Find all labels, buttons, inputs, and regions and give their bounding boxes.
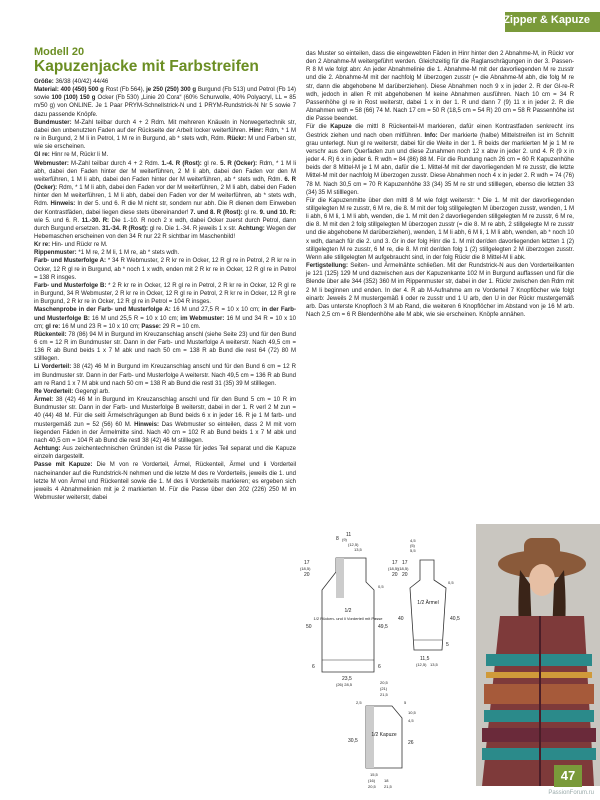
text-run: Hinr re M, Rückr li M.: [49, 152, 109, 159]
bold-term: Bundmuster:: [34, 119, 72, 126]
bold-term: 9. und 10. R:: [259, 209, 297, 216]
text-run: gl re.: [201, 160, 221, 167]
back-label: 1/2 Rücken- und li Vorderteil mit Passe: [313, 616, 383, 621]
back-label-line1: 1/2: [344, 608, 352, 614]
bold-term: Hinweis:: [50, 201, 76, 208]
text-run: 38 (42) 46 M in Burgund im Kreuzanschlag anschl und für den Bund 6 cm = 12 R im Bundmuster str. Dann in der Farb- und Musterfolge A weiterstr. Nach 49,5 cm = 136 R ab Bund am re Rand 1 x 7 M abk und nach 50 cm = 138 R ab Bund die restl 31 (35) 39 M stilllegen.: [34, 364, 296, 387]
paragraph: [34, 363, 296, 387]
paragraph: [34, 86, 296, 119]
schematic-svg: [296, 532, 472, 790]
m-11b: (9): [342, 537, 347, 542]
page-number: 47: [554, 765, 582, 787]
bold-term: 6. R (Ocker):: [34, 176, 296, 192]
paragraph: [306, 50, 574, 123]
bold-term: Kr re:: [34, 242, 51, 249]
bold-term: 5. R (Ocker):: [220, 160, 258, 167]
text-run: Rdm, * 1 M li abh, dabei den Faden vor der M weiterführen, 2 M li abh, dabei den Faden hinter den M weiterführen, 1 M li abh, dabei den Faden vor der M weiterführen, ab * stets wdh, Rdm.: [34, 185, 296, 208]
watermark-text: PassionForum.ru: [548, 790, 594, 796]
m-265: (26) 28,5: [336, 682, 353, 687]
section-title: Zipper & Kapuze: [503, 14, 590, 26]
m-17: 17: [304, 560, 310, 566]
paragraph: [34, 257, 296, 281]
m-185: (18,5): [300, 566, 311, 571]
m-495: 49,5: [378, 624, 388, 630]
bold-term: Hinweis:: [134, 421, 159, 428]
text-run: 38 (42) 46 M in Burgund im Kreuzanschlag anschl und für den Bund 5 cm = 10 R im Bundmuster str. Dann in der Farb- und Musterfolge B weiterstr, dabei in der 1. R verl 2 M zun = 40 (44) 48 M. Für die seitl Ärmelschrägungen ab Bund beids 6 x in jeder 16. R je 1 M farb- und mustergemäß zun = 52 (56) 60 M.: [34, 397, 296, 428]
paragraph: [34, 461, 296, 502]
m-50: 50: [306, 624, 312, 630]
text-run: 36/38 (40/42) 44/46: [53, 79, 109, 85]
text-run: In der 5. und 6. R die M nicht str, sondern nur abh. Die R dienen dem Einweben der Kontrastfäden, dabei liegen diese stets übereinander!: [34, 201, 296, 216]
s-115c: 13,5: [430, 662, 438, 667]
text-run: Seiten- und Ärmelnähte schließen. Mit der Rundstrick-N aus den Vorderteilkanten je 121 (125) 129 M und dazwischen aus der Kapuzenkante 102 M in Burgund auffassen und für die Blende über alle 344 (352) 360 M im Rippenmuster str, dabei in der 1. Rückr zwischen den Rdm mit 2 M li beginnen und enden. In der 4. R ab M-Aufnahme am re Vorderteil 7 Knopflöcher wie folgt einarb: Jeweils 2 M mustergemäß li oder re zusstr und 1 U arb, den U in der Rückr mustergemäß arb. Das unterste Knopfloch 3 M ab Rand, die weiteren 6 Knopflöcher im Abstand von je 16 M arb. Nach 2,5 cm = 6 R Blendenhöhe alle M abk, wie sie erscheinen. Knöpfe annähen.: [306, 263, 574, 318]
s-115b: (12,5): [416, 662, 427, 667]
bold-term: Kapuze: [330, 124, 352, 131]
text-run: Hin- und Rückr re M.: [50, 242, 108, 249]
h-205: 20,5: [380, 680, 388, 685]
text-run: Das Webmuster so einteilen, dass 2 M mit vorn liegenden Fäden in der Ärmelmitte sind. Nach 40 cm = 102 R ab Bund beids 1 x 7 M abk und nach 40,5 cm = 104 R ab Bund die restl 38 (42) 46 M stilllegen.: [34, 421, 296, 444]
paragraph: [34, 241, 296, 249]
h-18: 18: [384, 778, 389, 783]
text-run: 78 (86) 94 M in Burgund im Kreuzanschlag anschl (siehe Seite 23) und für den Bund 6 cm = 12 R im Bundmuster str. Dann in der Farb- und Musterfolge A weiterstr. Nach 49,5 cm = 136 R ab Bund beids 1 x 7 M abk und nach 50 cm = 138 R ab Bund die rest 64 (72) 80 M stilllegen.: [34, 331, 296, 363]
paragraph: [34, 331, 296, 364]
text-run: 16 M und 25,5 R = 10 x 10 cm;: [89, 315, 181, 322]
m-11d: 13,5: [354, 547, 362, 552]
s-185: (18,5): [398, 566, 409, 571]
model-number: Modell 20: [34, 46, 85, 58]
m-20: 20: [304, 572, 310, 578]
instructions-right-column: [306, 50, 574, 319]
m-185-r: (18,5): [388, 566, 399, 571]
m-20-r: 20: [392, 572, 398, 578]
text-run: Die M von re Vorderteil, Ärmel, Rückenteil, Ärmel und li Vorderteil nacheinander auf die Rundstrick-N nehmen und die letzte M des re Vorderteils, jeweils die 1. und letzte M von Ärmel und Rückenteil sowie die 1. M des li Vorderteils markieren; es ergeben sich jeweils 4 Abnahmelinien mit je 2 markierten M. Für die Passe über den 202 (226) 250 M im Webmuster weiterstr, dabei: [34, 462, 297, 501]
paragraph: [34, 78, 296, 86]
bold-term: Passe:: [141, 323, 161, 330]
bold-term: Fertigstellung:: [306, 263, 348, 270]
hood-center-strip: [336, 558, 344, 598]
s-5: (5): [410, 543, 415, 548]
bold-term: 31.-34. R (Rost):: [101, 225, 149, 232]
bold-term: Rückenteil:: [34, 331, 67, 338]
paragraph: [306, 262, 574, 319]
bold-term: 1.-4. R (Rost):: [161, 160, 202, 167]
pattern-schematic: [296, 532, 472, 790]
text-run: Die 1.-10. R noch 2 x wdh, dabei Ocker zuerst durch Petrol, dann durch Burgund ersetzen.: [34, 217, 296, 232]
paragraph: [34, 445, 296, 461]
text-run: Burgund (Fb 513) und Petrol (Fb 14) sowie: [34, 87, 296, 102]
text-run: Der markierte (halbe) Mittelstreifen ist im Schnitt grau unterlegt. Nun gl re weiterstr, dabei für die Weite in der 1. R beids der markierten M je 1 M re verschr aus dem Querfaden zun und diese Zunahmen noch 12 x abw in jeder 2. und 4. R (9 x in jeder 4. R) 6 x in jeder 6. R wdh = 84 (86) 88 M. Für die Rundung nach 26 cm = 60 R Kapuzenhöhe beids der 8 Mittel-M je 1 M abn, dafür die 1. Mittel-M mit der davorliegenden M re zusstr, die letzte Mittel-M mit der nachfolg M überzogen zusstr. Diese Abnahmen noch 4 x in jeder 2. R wdh = 74 (76) 78 M. Nach 30,5 cm = 70 R Kapuzenhöhe 33 (34) 35 M re str und stilllegen, ebenso die letzten 33 (34) 35 M stilllegen.: [306, 132, 574, 196]
paragraph: [34, 388, 296, 396]
bold-term: Ärmel:: [34, 397, 54, 404]
bold-term: Material: 400 (450) 500 g: [34, 87, 104, 94]
bold-term: Maschenprobe in der Farb- und Musterfolge A:: [34, 307, 171, 314]
paragraph: [306, 197, 574, 262]
paragraph: [34, 282, 296, 306]
paragraph: [34, 151, 296, 159]
m-11c: (12,5): [348, 542, 359, 547]
sleeve-label: 1/2 Ärmel: [417, 600, 439, 606]
text-run: Für die Kapuzenmitte über den mittl 8 M wie folgt weiterstr: * Die 1. M mit der davorliegenden stillgelegten M re zusstr, 6 M re, die 8. M mit der folg stillgelegten M überzogen zusstr, wenden, 1 M li abh, 6 M li, 1 M li abh, wenden, die 1. M mit den 2 davorliegenden stillgelegten M re zusstr, 6 M re, die 8. M mit den 2 folg stillgelegten M überzogen zusstr (= die 8. M re abh, 2 stillgelegte M re zusstr und die abgehobene M darüberziehen), wenden, 1 M li abh, 6 M li, 1 M li abh, wenden, ab * noch 10 x wdh, danach für die 2. und 3. Gr in der folg Hinr die 1. M mit der/den davorliegenden letzten 1 (2) stillgelegten M re zusstr, 6 M re, die 8. M mit der/den folg 1 (2) stillgelegten 2 M überzogen zusstr. Wenn alle stillgelegten M aufgebraucht sind, in der folg Rückr die 8 Mittel-M li abk.: [306, 197, 574, 261]
back-piece-shape: [322, 558, 374, 672]
paragraph: [34, 160, 296, 242]
m-17-r: 17: [392, 560, 398, 566]
bold-term: Achtung:: [238, 225, 265, 232]
h-305: 30,5: [348, 738, 358, 744]
bold-term: Größe:: [34, 79, 54, 85]
bold-term: Hinr:: [249, 127, 264, 134]
h-215: 21,5: [380, 692, 388, 697]
paragraph: [34, 306, 296, 330]
h-25: 2,5: [356, 700, 362, 705]
text-run: Wegen der Hebemaschen erscheinen von den 34 R nur 22 R sichtbar im Maschenbild!: [34, 225, 297, 240]
s-20: 20: [402, 572, 408, 578]
model-title: Kapuzenjacke mit Farbstreifen: [34, 58, 259, 75]
bold-term: Re Vorderteil:: [34, 388, 74, 395]
right-body: [306, 50, 574, 319]
text-run: * 34 R Webmuster, 2 R kr re in Ocker, 12 R gl re in Petrol, 2 R kr re in Ocker, 12 R gl re in Burgund, ab * noch 1 x wdh, enden mit 2 R kr re in Ocker, 12 R gl re in Petrol = 138 R insges.: [34, 258, 296, 281]
s-405: 40,5: [450, 616, 460, 622]
text-run: Ocker (Fb 530) „Linie 20 Cora“ (60% Schurwolle, 40% Polyacryl, LL = 85 m/50 g) von ONLINE. Je 1 Paar PRYM-Schnellstrick-N und 1 PRYM-Rundstrick-N Nr 5 sowie 7 dazu passende Knöpfe.: [34, 95, 296, 118]
h-16: (16): [368, 778, 376, 783]
bold-term: je 250 (250) 300 g: [146, 87, 197, 94]
h-5: 5: [404, 700, 407, 705]
bold-term: im Webmuster:: [180, 315, 225, 322]
bold-term: Farb- und Musterfolge B:: [34, 282, 107, 289]
text-run: Rost (Fb 564),: [103, 87, 147, 94]
text-run: das Muster so einteilen, dass die eingewebten Fäden in Hinr hinter den 2 Abnahme-M, in Rückr vor den 2 Abnahme-M weitergeführt werden. Gleichzeitig für die Raglanschrägungen in der 3. Passen-R 8 M wie folgt abn: An jeder Abnahmelinie die 1. Abnahme-M mit der davorliegenden M re zusstr und die 2. Abnahme-M mit der nachfolg M überzogen zusstr (= die Abnahme-M abh, die folg M re str, dann die abgehobene M darüberziehen). Diese Abnahmen noch 9 x in jeder 2. R der Gl-re-R wdh, jedoch in allen R mit abgehobenen M keine Abnahmen ausführen. Nach 10 cm = 34 R Passenhöhe gl re in Rost weiterstr, dabei 1 x in der 1. R und dann 7 (9) 11 x in jeder 2. R die Abnahmen wdh = 58 (66) 74 M. Nach 17 cm = 50 R (18,5 cm = 54 R) 20 cm = 58 R Passenhöhe ist die Passe beendet.: [306, 51, 574, 123]
bold-term: Li Vorderteil:: [34, 364, 72, 371]
text-run: *1 M re, 2 M li, 1 M re, ab * stets wdh.: [76, 250, 180, 257]
m-6-r: 6: [378, 664, 381, 670]
face: [529, 564, 555, 596]
s-5b: 5: [446, 642, 449, 648]
bold-term: gl re:: [45, 323, 61, 330]
paragraph: [34, 249, 296, 257]
text-run: 16 M und 27,5 R = 10 x 10 cm;: [170, 307, 262, 314]
bold-term: 11.-30. R:: [81, 217, 110, 224]
s-55: 5,5: [410, 548, 416, 553]
text-run: 16 M und 23 R = 10 x 10 cm;: [60, 323, 142, 330]
paragraph: [34, 396, 296, 445]
bold-term: Farb- und Musterfolge A:: [34, 258, 107, 265]
bold-term: Info:: [424, 132, 438, 139]
page-header: [0, 0, 600, 34]
s-45: 4,5: [410, 538, 416, 543]
bold-term: 100 (100) 150 g: [51, 95, 96, 102]
paragraph: [34, 119, 296, 152]
text-run: wie 5. und 6. R.: [34, 217, 82, 224]
text-run: 29 R = 10 cm.: [160, 323, 201, 330]
text-run: 16 M und 34 R = 10 x 10 cm;: [34, 315, 296, 330]
bold-term: Gl re:: [34, 152, 50, 159]
text-run: M-Zahl teilbar durch 4 + 2 Rdm. Mit mehreren Knäueln in Norwegertechnik str, dabei den unbenutzten Faden auf der Rückseite der Arbeit locker weiterführen.: [34, 119, 296, 134]
s-115: 11,5: [420, 656, 430, 662]
text-run: Aus zeichentechnischen Gründen ist die Passe für jedes Teil separat und die Kapuze einzeln dargestellt.: [34, 446, 296, 461]
bold-term: 7. und 8. R (Rost):: [190, 209, 243, 216]
m-8: 8: [336, 536, 339, 542]
bold-term: in der Farb- und Musterfolge B:: [34, 307, 296, 322]
h-215b: 21,5: [384, 784, 392, 789]
paragraph: [306, 123, 574, 196]
photo-illustration: [476, 524, 600, 786]
s-40: 40: [398, 616, 404, 622]
h-105: 10,5: [408, 710, 416, 715]
text-run: * 2 R kr re in Ocker, 12 R gl re in Petrol, 2 R kr re in Ocker, 12 R gl re in Burgund, 34 R Webmuster, 2 R kr re in Ocker, 12 R gl re in Petrol, 2 R kr re in Ocker, 12 R gl re in Burgund, 2 R kr re in Ocker, 12 R gl re in Petrol = 104 R insges.: [34, 282, 296, 306]
m-05: 0,5: [378, 584, 384, 589]
instructions-left-column: [34, 46, 296, 502]
h-21: (21): [380, 686, 388, 691]
text-run: Gegengl arb.: [73, 388, 110, 395]
bold-term: Achtung:: [34, 446, 61, 453]
text-run: gl re.: [242, 209, 260, 216]
s-17: 17: [402, 560, 408, 566]
model-photo: [476, 524, 600, 786]
text-run: Rdm, * 1 M li abh, dabei den Faden hinter der M weiterführen, 2 M li abh, dabei den Faden vor den M weiterführen, 1 M li abh, dabei den Faden hinter der M weiterführen, ab * stets wdh, Rdm.: [34, 160, 296, 183]
bold-term: Rückr:: [227, 136, 247, 143]
m-6: 6: [312, 664, 315, 670]
m-235: 23,5: [342, 676, 352, 682]
text-run: Für die: [306, 124, 331, 131]
hood-label: 1/2 Kapuze: [371, 732, 397, 738]
text-run: M-Zahl teilbar durch 4 + 2 Rdm.: [68, 160, 162, 167]
h-26: 26: [408, 740, 414, 746]
bold-term: Webmuster:: [34, 160, 69, 167]
h-155: 15,5: [370, 772, 378, 777]
bold-term: Passe mit Kapuze:: [34, 462, 93, 469]
text-run: Rdm, * 1 M re in Burgund, 2 M li in Petrol, 1 M re in Burgund, ab * stets wdh, Rdm.: [34, 127, 297, 143]
hat-crown: [524, 538, 560, 564]
s-05: 0,5: [448, 580, 454, 585]
text-run: die mittl 8 Rückenteil-M markieren, dafür einen Kontrastfaden senkrecht ins Gestrick ziehen und nach oben mitführen.: [306, 124, 575, 139]
h-45: 4,5: [408, 718, 414, 723]
left-body: [34, 78, 296, 502]
text-run: gl re. Die 1.-34. R jeweils 1 x str.: [148, 225, 239, 232]
m-11a: 11: [346, 532, 352, 538]
text-run: M und Farben str, wie sie erscheinen.: [34, 136, 296, 151]
bold-term: Rippenmuster:: [34, 250, 77, 257]
h-205b: 20,5: [368, 784, 376, 789]
